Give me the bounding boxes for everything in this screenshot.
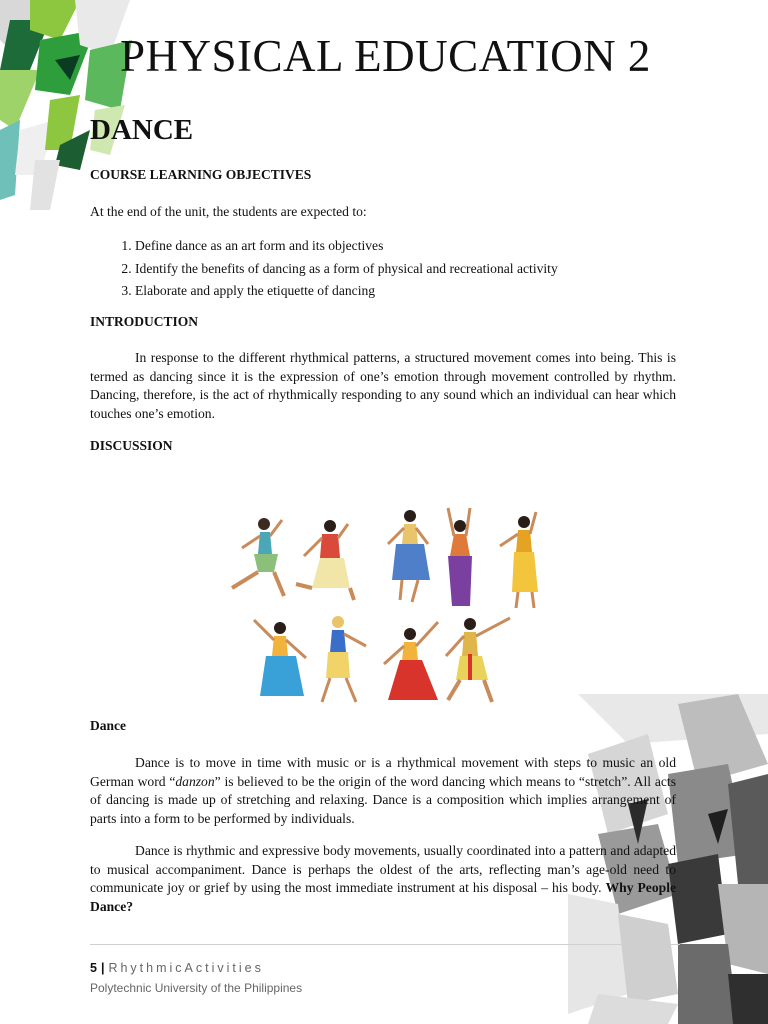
why-people-dance-label: Why People Dance?	[90, 880, 677, 914]
dancer-figure	[500, 512, 538, 608]
dancer-figure	[388, 510, 430, 602]
objectives-list	[90, 235, 558, 303]
footer-university: Polytechnic University of the Philippines	[90, 981, 303, 995]
objective-item: 2. Identify the benefits of dancing as a form of physical and recreational activity	[135, 258, 558, 281]
dancer-figure	[384, 622, 438, 700]
dancer-figure	[296, 520, 354, 600]
dancer-figure	[254, 620, 306, 696]
dancer-figure	[232, 518, 284, 596]
page-number: 5	[90, 961, 97, 975]
dancer-figure	[322, 616, 366, 702]
dancer-figure	[446, 618, 510, 702]
running-title: RhythmicActivities	[108, 961, 264, 975]
dancers-illustration	[212, 496, 552, 710]
discussion-heading: DISCUSSION	[90, 438, 173, 453]
introduction-heading: INTRODUCTION	[90, 314, 199, 329]
footer-divider	[90, 944, 680, 945]
document-title: PHYSICAL EDUCATION 2	[120, 31, 651, 81]
unit-heading: DANCE	[90, 114, 194, 146]
dance-subheading: Dance	[90, 718, 126, 733]
objective-item: 1. Define dance as an art form and its objectives	[135, 235, 558, 258]
objective-item: 3. Elaborate and apply the etiquette of dancing	[135, 280, 558, 303]
footer-page-line: 5 | RhythmicActivities	[90, 961, 264, 975]
dance-paragraph-2: Dance is rhythmic and expressive body movements, usually coordinated into a pattern and adapted to musical accompaniment. Dance is perhaps the oldest of the arts, reflecting man’s age-old need to communicate joy or grief by using the most immediate instrument at his disposal – his body. Why People Dance?	[90, 843, 677, 914]
objectives-heading: COURSE LEARNING OBJECTIVES	[90, 167, 312, 182]
objectives-intro: At the end of the unit, the students are expected to:	[90, 204, 367, 219]
dance-paragraph-1: Dance is to move in time with music or is a rhythmical movement with steps to music an old German word “danzon” is believed to be the origin of the word dancing which means to “stretch”. All acts of dancing is made up of stretching and relaxing. Dance is a composition which implies arrangement of parts into a form to be performed by individuals.	[90, 755, 676, 826]
dancer-figure	[448, 508, 472, 606]
introduction-paragraph: In response to the different rhythmical patterns, a structured movement comes into being. This is termed as dancing since it is the expression of one’s emotion through movement controlled by rhythm. Dancing, therefore, is the act of rhythmically responding to any sound which an individual can hear which touches one’s emotion.	[90, 350, 676, 421]
